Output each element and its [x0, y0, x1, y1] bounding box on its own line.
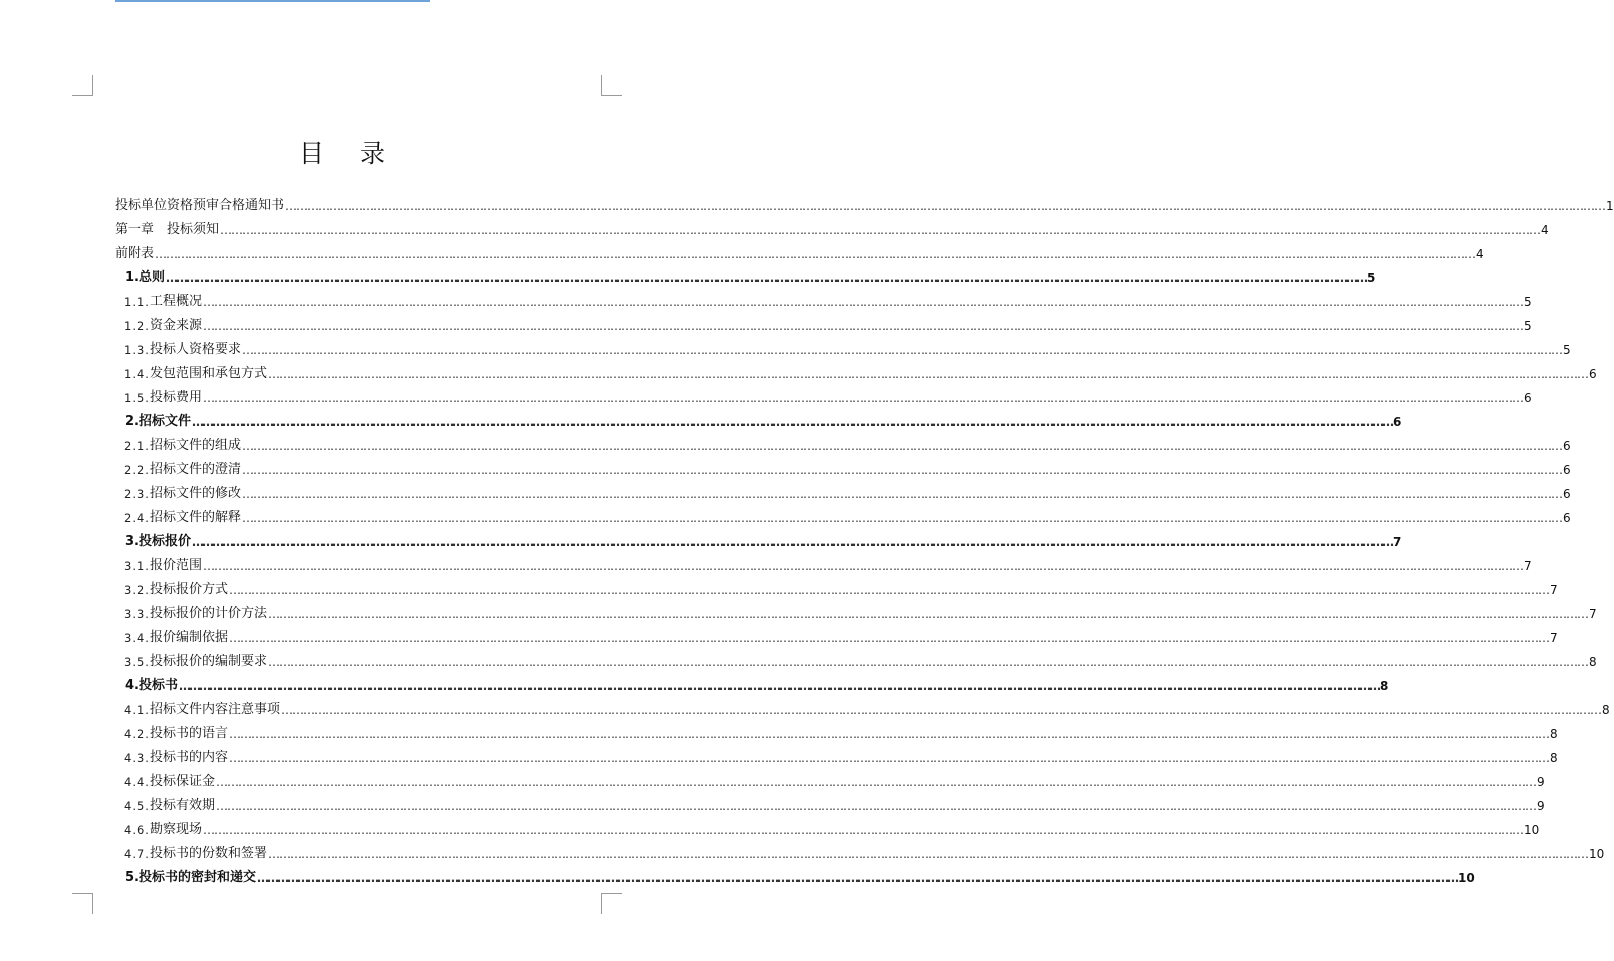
toc-dot-leader: ………………………………………………………………………………………………………………………………………………………………………………………………………………………………………………………………………………………………………………………………	[285, 199, 1606, 213]
toc-dot-leader: ………………………………………………………………………………………………………………………………………………………………………………………………………………………………………………………………………………………………………………………………	[228, 727, 1549, 741]
toc-entry-page-number: 10	[1523, 823, 1540, 837]
toc-entry-label: 投标书	[138, 678, 178, 693]
toc-entry-label: 投标书的份数和签署	[149, 846, 267, 861]
toc-entry[interactable]	[115, 312, 1532, 336]
toc-entry-number: 2.4.	[124, 511, 150, 525]
toc-entry-number: 3.	[125, 534, 139, 549]
table-of-contents	[115, 192, 1614, 888]
toc-entry-page-number: 7	[1523, 559, 1532, 573]
toc-entry-label: 招标文件的解释	[149, 510, 241, 525]
toc-entry-number: 4.	[125, 678, 139, 693]
toc-dot-leader: ………………………………………………………………………………………………………………………………………………………………………………………………………………………………………………………………………………………………………………………………	[241, 511, 1562, 525]
toc-entry-number: 2.	[125, 414, 139, 429]
toc-dot-leader: ………………………………………………………………………………………………………………………………………………………………………………………………………………………………………………………………………………………………………………………………	[215, 775, 1536, 789]
toc-dot-leader: ………………………………………………………………………………………………………………………………………………………………………………………………………………………………………………………………………………………………………………………………	[192, 535, 1392, 549]
toc-entry[interactable]	[115, 192, 1614, 216]
toc-entry[interactable]	[115, 768, 1545, 792]
toc-entry-page-number: 8	[1549, 727, 1558, 741]
toc-entry[interactable]	[115, 432, 1571, 456]
toc-entry-page-number: 5	[1562, 343, 1571, 357]
toc-entry-number: 2.2.	[124, 463, 150, 477]
toc-entry[interactable]	[115, 288, 1532, 312]
toc-entry[interactable]	[115, 696, 1610, 720]
toc-entry[interactable]	[115, 552, 1532, 576]
toc-dot-leader: ………………………………………………………………………………………………………………………………………………………………………………………………………………………………………………………………………………………………………………………………	[215, 799, 1536, 813]
toc-entry[interactable]	[115, 624, 1558, 648]
toc-entry-label: 报价范围	[149, 558, 202, 573]
toc-entry[interactable]	[115, 456, 1571, 480]
toc-dot-leader: ………………………………………………………………………………………………………………………………………………………………………………………………………………………………………………………………………………………………………………………………	[202, 295, 1523, 309]
toc-entry-page-number: 7	[1549, 631, 1558, 645]
toc-entry-label: 招标文件的澄清	[149, 462, 241, 477]
toc-dot-leader: ………………………………………………………………………………………………………………………………………………………………………………………………………………………………………………………………………………………………………………………………	[228, 751, 1549, 765]
toc-entry[interactable]	[115, 480, 1571, 504]
toc-entry-number: 3.4.	[124, 631, 150, 645]
crop-mark-bottom-left	[72, 893, 93, 914]
toc-entry-number: 3.5.	[124, 655, 150, 669]
toc-entry[interactable]	[115, 384, 1532, 408]
toc-entry[interactable]	[115, 528, 1402, 552]
toc-dot-leader: ………………………………………………………………………………………………………………………………………………………………………………………………………………………………………………………………………………………………………………………………	[241, 463, 1562, 477]
toc-entry[interactable]	[115, 504, 1571, 528]
toc-entry-page-number: 6	[1562, 511, 1571, 525]
toc-entry-label: 第一章 投标须知	[115, 222, 220, 237]
toc-entry-label: 投标费用	[149, 390, 202, 405]
crop-mark-top-left	[72, 75, 93, 96]
toc-entry-number: 3.2.	[124, 583, 150, 597]
toc-entry-page-number: 9	[1536, 775, 1545, 789]
toc-title: 目 录	[299, 139, 399, 168]
toc-entry-page-number: 7	[1549, 583, 1558, 597]
toc-entry-page-number: 1	[1606, 199, 1614, 213]
toc-entry-label: 投标书的内容	[149, 750, 228, 765]
toc-entry-number: 3.3.	[124, 607, 150, 621]
toc-entry-label: 投标报价的编制要求	[149, 654, 267, 669]
toc-entry[interactable]	[115, 672, 1389, 696]
toc-entry-label: 勘察现场	[149, 822, 202, 837]
toc-entry-number: 5.	[125, 870, 139, 885]
toc-entry-number: 4.2.	[124, 727, 150, 741]
toc-entry-number: 1.2.	[124, 319, 150, 333]
toc-entry-number: 1.1.	[124, 295, 150, 309]
toc-entry-number: 3.1.	[124, 559, 150, 573]
toc-entry-number: 4.1.	[124, 703, 150, 717]
toc-entry-label: 发包范围和承包方式	[149, 366, 267, 381]
toc-dot-leader: ………………………………………………………………………………………………………………………………………………………………………………………………………………………………………………………………………………………………………………………………	[257, 871, 1457, 885]
toc-dot-leader: ………………………………………………………………………………………………………………………………………………………………………………………………………………………………………………………………………………………………………………………………	[280, 703, 1601, 717]
toc-dot-leader: ………………………………………………………………………………………………………………………………………………………………………………………………………………………………………………………………………………………………………………………………	[267, 655, 1588, 669]
toc-dot-leader: ………………………………………………………………………………………………………………………………………………………………………………………………………………………………………………………………………………………………………………………………	[220, 223, 1541, 237]
toc-entry-number: 1.3.	[124, 343, 150, 357]
toc-dot-leader: ………………………………………………………………………………………………………………………………………………………………………………………………………………………………………………………………………………………………………………………………	[228, 583, 1549, 597]
toc-entry-label: 总则	[138, 270, 165, 285]
toc-entry[interactable]	[115, 408, 1402, 432]
toc-entry-page-number: 5	[1367, 271, 1376, 285]
toc-entry-label: 投标有效期	[149, 798, 215, 813]
toc-entry[interactable]	[115, 720, 1558, 744]
toc-entry-number: 1.5.	[124, 391, 150, 405]
toc-entry-label: 工程概况	[149, 294, 202, 309]
toc-dot-leader: ………………………………………………………………………………………………………………………………………………………………………………………………………………………………………………………………………………………………………………………………	[202, 319, 1523, 333]
toc-entry-page-number: 6	[1393, 415, 1402, 429]
toc-dot-leader: ………………………………………………………………………………………………………………………………………………………………………………………………………………………………………………………………………………………………………………………………	[155, 247, 1476, 261]
toc-dot-leader: ………………………………………………………………………………………………………………………………………………………………………………………………………………………………………………………………………………………………………………………………	[241, 343, 1562, 357]
toc-entry-page-number: 5	[1523, 295, 1532, 309]
toc-dot-leader: ………………………………………………………………………………………………………………………………………………………………………………………………………………………………………………………………………………………………………………………………	[202, 823, 1523, 837]
toc-entry-page-number: 5	[1523, 319, 1532, 333]
toc-entry-label: 报价编制依据	[149, 630, 228, 645]
toc-entry-page-number: 8	[1549, 751, 1558, 765]
toc-entry-number: 4.4.	[124, 775, 150, 789]
toc-entry[interactable]	[115, 840, 1605, 864]
toc-entry[interactable]	[115, 216, 1549, 240]
toc-entry-number: 4.7.	[124, 847, 150, 861]
toc-dot-leader: ………………………………………………………………………………………………………………………………………………………………………………………………………………………………………………………………………………………………………………………………	[166, 271, 1366, 285]
toc-entry-number: 1.	[125, 270, 139, 285]
toc-entry[interactable]	[115, 648, 1597, 672]
toc-entry-number: 2.3.	[124, 487, 150, 501]
toc-entry[interactable]	[115, 744, 1558, 768]
toc-entry[interactable]	[115, 360, 1597, 384]
toc-entry-number: 4.6.	[124, 823, 150, 837]
toc-entry-page-number: 10	[1588, 847, 1605, 861]
toc-dot-leader: ………………………………………………………………………………………………………………………………………………………………………………………………………………………………………………………………………………………………………………………………	[228, 631, 1549, 645]
toc-entry-number: 1.4.	[124, 367, 150, 381]
toc-entry-label: 招标文件内容注意事项	[149, 702, 280, 717]
toc-entry-page-number: 4	[1476, 247, 1484, 261]
toc-entry-label: 投标保证金	[149, 774, 215, 789]
toc-entry-page-number: 6	[1562, 439, 1571, 453]
toc-entry-label: 投标报价方式	[149, 582, 228, 597]
toc-entry-page-number: 9	[1536, 799, 1545, 813]
toc-entry-page-number: 7	[1393, 535, 1402, 549]
toc-entry-page-number: 8	[1601, 703, 1610, 717]
toc-dot-leader: ………………………………………………………………………………………………………………………………………………………………………………………………………………………………………………………………………………………………………………………………	[179, 679, 1379, 693]
crop-mark-bottom-right	[601, 893, 622, 914]
selection-highlight-bar	[115, 0, 430, 2]
toc-dot-leader: ………………………………………………………………………………………………………………………………………………………………………………………………………………………………………………………………………………………………………………………………	[267, 847, 1588, 861]
toc-entry-label: 投标报价	[138, 534, 191, 549]
toc-entry-number: 2.1.	[124, 439, 150, 453]
toc-entry-page-number: 6	[1562, 487, 1571, 501]
toc-entry-label: 前附表	[115, 246, 155, 261]
toc-entry[interactable]	[115, 864, 1475, 888]
toc-entry-label: 投标人资格要求	[149, 342, 241, 357]
toc-dot-leader: ………………………………………………………………………………………………………………………………………………………………………………………………………………………………………………………………………………………………………………………………	[267, 367, 1588, 381]
toc-entry-page-number: 8	[1588, 655, 1597, 669]
toc-entry-page-number: 6	[1588, 367, 1597, 381]
toc-entry-label: 投标单位资格预审合格通知书	[115, 198, 285, 213]
toc-entry[interactable]	[115, 264, 1376, 288]
toc-dot-leader: ………………………………………………………………………………………………………………………………………………………………………………………………………………………………………………………………………………………………………………………………	[241, 487, 1562, 501]
toc-entry[interactable]	[115, 792, 1545, 816]
toc-dot-leader: ………………………………………………………………………………………………………………………………………………………………………………………………………………………………………………………………………………………………………………………………	[202, 391, 1523, 405]
toc-entry-page-number: 4	[1541, 223, 1549, 237]
toc-entry-label: 招标文件的组成	[149, 438, 241, 453]
toc-entry[interactable]	[115, 576, 1558, 600]
crop-mark-top-right	[601, 75, 622, 96]
toc-entry-label: 招标文件	[138, 414, 191, 429]
toc-entry-label: 投标报价的计价方法	[149, 606, 267, 621]
toc-entry-number: 4.3.	[124, 751, 150, 765]
toc-entry-page-number: 7	[1588, 607, 1597, 621]
toc-entry-page-number: 6	[1523, 391, 1532, 405]
toc-dot-leader: ………………………………………………………………………………………………………………………………………………………………………………………………………………………………………………………………………………………………………………………………	[192, 415, 1392, 429]
toc-entry-label: 资金来源	[149, 318, 202, 333]
toc-entry[interactable]	[115, 336, 1571, 360]
toc-dot-leader: ………………………………………………………………………………………………………………………………………………………………………………………………………………………………………………………………………………………………………………………………	[202, 559, 1523, 573]
toc-entry-page-number: 10	[1458, 871, 1475, 885]
toc-entry-label: 投标书的语言	[149, 726, 228, 741]
toc-dot-leader: ………………………………………………………………………………………………………………………………………………………………………………………………………………………………………………………………………………………………………………………………	[267, 607, 1588, 621]
toc-entry-number: 4.5.	[124, 799, 150, 813]
toc-entry-page-number: 6	[1562, 463, 1571, 477]
toc-entry[interactable]	[115, 600, 1597, 624]
toc-entry-page-number: 8	[1380, 679, 1389, 693]
toc-entry-label: 投标书的密封和递交	[138, 870, 256, 885]
toc-entry-label: 招标文件的修改	[149, 486, 241, 501]
toc-dot-leader: ………………………………………………………………………………………………………………………………………………………………………………………………………………………………………………………………………………………………………………………………	[241, 439, 1562, 453]
toc-entry[interactable]	[115, 240, 1484, 264]
toc-entry[interactable]	[115, 816, 1540, 840]
